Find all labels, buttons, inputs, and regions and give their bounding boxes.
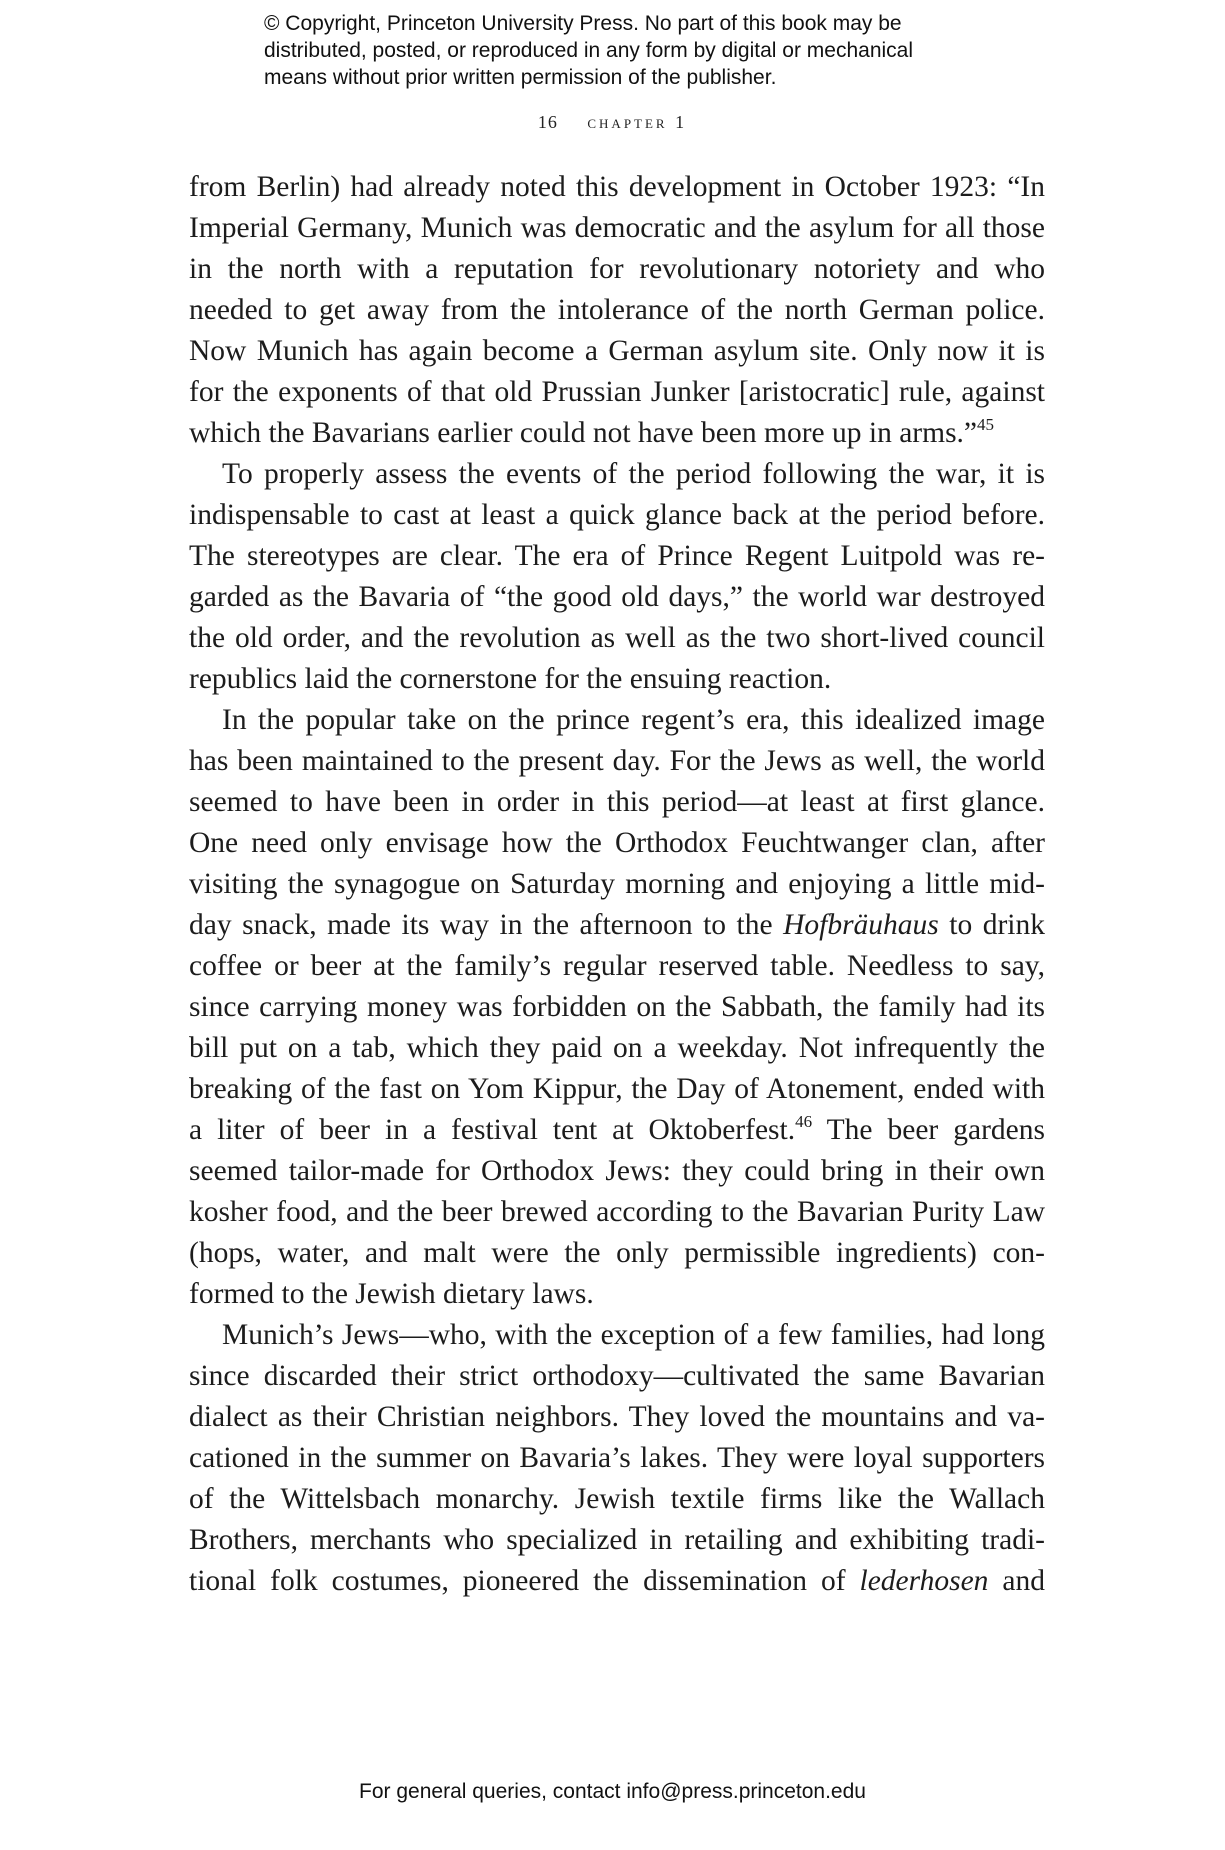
text-line: Munich’s Jews—who, with the exception of a few families, had long (222, 1319, 1045, 1351)
copyright-line: means without prior written permission of the publisher. (264, 66, 777, 89)
text-line: The stereotypes are clear. The era of Prince Regent Luitpold was re- (189, 540, 1045, 572)
text-line: To properly assess the events of the period following the war, it is (222, 458, 1045, 490)
text-line: has been maintained to the present day. For the Jews as well, the world (189, 745, 1045, 777)
footnote-ref-46[interactable]: 46 (795, 1112, 813, 1131)
footnote-ref-45[interactable]: 45 (977, 415, 995, 434)
text-line (189, 1110, 1045, 1151)
text-line: One need only envisage how the Orthodox Feuchtwanger clan, after (189, 827, 1045, 859)
text-line: garded as the Bavaria of “the good old days,” the world war destroyed (189, 581, 1045, 613)
text-line: breaking of the fast on Yom Kippur, the Day of Atonement, ended with (189, 1073, 1045, 1105)
text-fragment: tional folk costumes, pioneered the dissemination of (189, 1565, 860, 1597)
text-line: bill put on a tab, which they paid on a weekday. Not infrequently the (189, 1032, 1045, 1064)
text-line: Now Munich has again become a German asylum site. Only now it is (189, 335, 1045, 367)
copyright-line: distributed, posted, or reproduced in any form by digital or mechanical (264, 39, 914, 62)
italic-term: Hofbräuhaus (783, 909, 939, 941)
text-fragment: a liter of beer in a festival tent at Oktoberfest. (189, 1114, 796, 1146)
text-fragment: and (988, 1565, 1045, 1597)
text-line: coffee or beer at the family’s regular reserved table. Needless to say, (189, 950, 1045, 982)
copyright-notice (264, 10, 1024, 91)
text-line: since carrying money was forbidden on the Sabbath, the family had its (189, 991, 1045, 1023)
text-line: In the popular take on the prince regent’s era, this idealized image (222, 704, 1045, 736)
running-head (0, 112, 1225, 133)
text-line: in the north with a reputation for revolutionary notoriety and who (189, 253, 1045, 285)
body-text (189, 167, 1045, 1602)
text-fragment: The beer gardens (812, 1114, 1045, 1146)
text-line (189, 413, 1045, 454)
text-fragment: day snack, made its way in the afternoon to the (189, 909, 784, 941)
footer-contact: For general queries, contact info@press.princeton.edu (359, 1780, 866, 1803)
text-line: seemed to have been in order in this period—at least at first glance. (189, 786, 1045, 818)
text-fragment: to drink (938, 909, 1045, 941)
text-line: from Berlin) had already noted this development in October 1923: “In (189, 171, 1045, 203)
text-fragment: which the Bavarians earlier could not have been more up in arms.” (189, 417, 978, 449)
text-line: needed to get away from the intolerance of the north German police. (189, 294, 1045, 326)
text-line (189, 905, 1045, 946)
text-line: cationed in the summer on Bavaria’s lakes. They were loyal supporters (189, 1442, 1045, 1474)
text-line: Imperial Germany, Munich was democratic and the asylum for all those (189, 212, 1045, 244)
text-line: formed to the Jewish dietary laws. (189, 1278, 594, 1310)
text-line: indispensable to cast at least a quick glance back at the period before. (189, 499, 1045, 531)
copyright-line: © Copyright, Princeton University Press. No part of this book may be (264, 12, 902, 35)
text-line: (hops, water, and malt were the only permissible ingredients) con- (189, 1237, 1045, 1269)
text-line: of the Wittelsbach monarchy. Jewish textile firms like the Wallach (189, 1483, 1045, 1515)
text-line: seemed tailor-made for Orthodox Jews: they could bring in their own (189, 1155, 1045, 1187)
text-line: for the exponents of that old Prussian Junker [aristocratic] rule, against (189, 376, 1045, 408)
text-line: since discarded their strict orthodoxy—cultivated the same Bavarian (189, 1360, 1045, 1392)
text-line: kosher food, and the beer brewed according to the Bavarian Purity Law (189, 1196, 1045, 1228)
text-line: the old order, and the revolution as well as the two short-lived council (189, 622, 1045, 654)
text-line: Brothers, merchants who specialized in retailing and exhibiting tradi- (189, 1524, 1045, 1556)
italic-term: lederhosen (859, 1565, 989, 1597)
text-line (189, 1561, 1045, 1602)
text-line: dialect as their Christian neighbors. They loved the mountains and va- (189, 1401, 1045, 1433)
text-line: republics laid the cornerstone for the ensuing reaction. (189, 663, 832, 695)
page-number: 16 (537, 112, 558, 132)
chapter-label: chapter 1 (587, 112, 688, 132)
text-line: visiting the synagogue on Saturday morning and enjoying a little mid- (189, 868, 1045, 900)
